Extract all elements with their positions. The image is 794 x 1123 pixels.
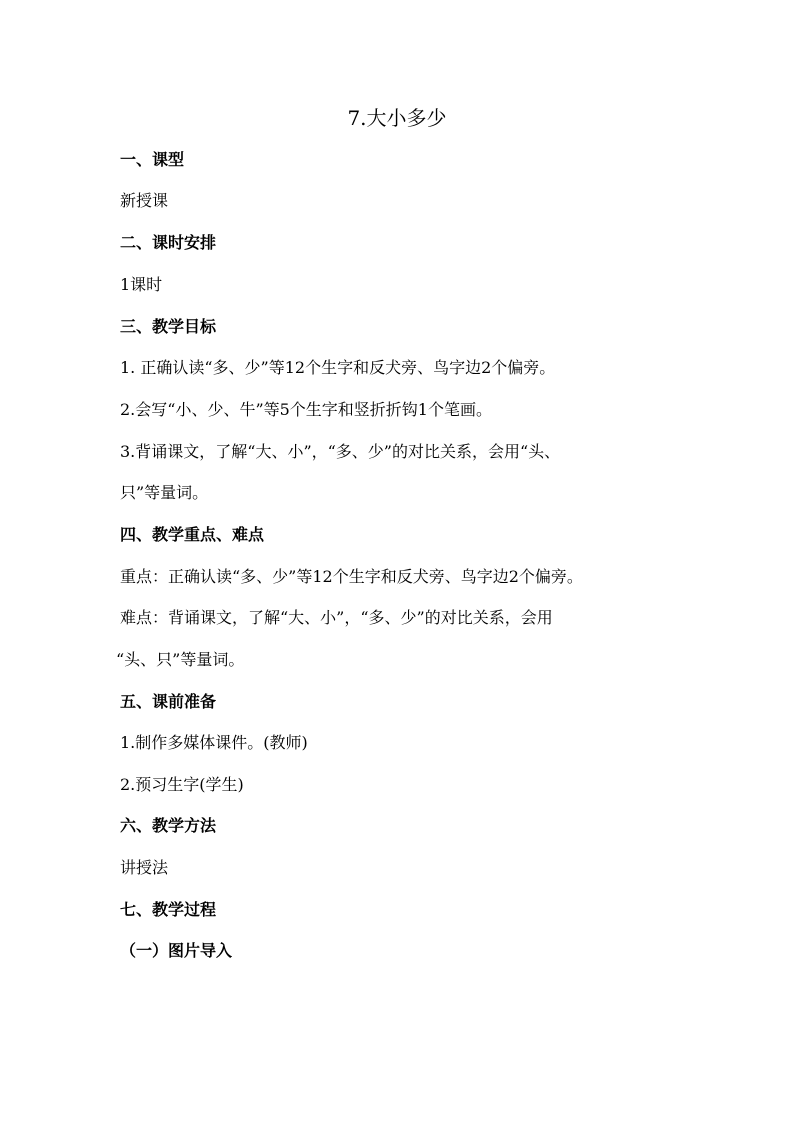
process-subheading-picture-intro: （一）图片导入 bbox=[120, 941, 233, 960]
section-heading-methods: 六、教学方法 bbox=[120, 816, 217, 835]
section-heading-process: 七、教学过程 bbox=[120, 900, 217, 919]
difficulty-text-line-2: “头、只”等量词。 bbox=[116, 650, 245, 669]
objective-item-3-line-2: 只”等量词。 bbox=[120, 483, 209, 502]
difficulty-text-line-1: 难点：背诵课文，了解“大、小”，“多、少”的对比关系，会用 bbox=[120, 608, 553, 627]
preparation-item-2: 2.预习生字(学生) bbox=[120, 775, 244, 794]
methods-text: 讲授法 bbox=[120, 858, 169, 877]
objective-item-1: 1. 正确认读“多、少”等12个生字和反犬旁、鸟字边2个偏旁。 bbox=[120, 358, 556, 377]
schedule-text: 1课时 bbox=[120, 275, 163, 294]
objective-item-3-line-1: 3.背诵课文，了解“大、小”，“多、少”的对比关系，会用“头、 bbox=[120, 442, 561, 461]
section-heading-schedule: 二、课时安排 bbox=[120, 233, 217, 252]
section-heading-lesson-type: 一、课型 bbox=[120, 150, 185, 169]
section-heading-objectives: 三、教学目标 bbox=[120, 317, 217, 336]
lesson-type-text: 新授课 bbox=[120, 191, 169, 210]
key-point-text: 重点：正确认读“多、少”等12个生字和反犬旁、鸟字边2个偏旁。 bbox=[120, 567, 583, 586]
section-heading-key-points: 四、教学重点、难点 bbox=[120, 525, 265, 544]
preparation-item-1: 1.制作多媒体课件。(教师) bbox=[120, 733, 308, 752]
objective-item-2: 2.会写“小、少、牛”等5个生字和竖折折钩1个笔画。 bbox=[120, 400, 492, 419]
section-heading-preparation: 五、课前准备 bbox=[120, 692, 217, 711]
document-title: 7.大小多少 bbox=[347, 106, 447, 130]
